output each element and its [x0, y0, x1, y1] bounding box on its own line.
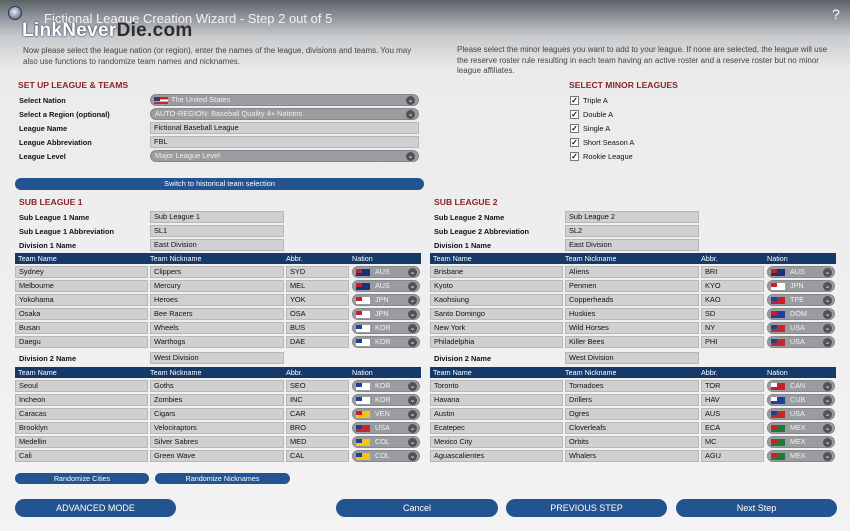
chevron-down-icon: ⌄: [407, 153, 414, 160]
column-header-team-name: Team Name: [18, 254, 57, 263]
table-row: [15, 393, 421, 407]
kor-flag-icon: [356, 397, 370, 404]
chevron-down-icon: ⌄: [409, 453, 416, 460]
sub-league-name-label: Sub League 1 Name: [19, 213, 90, 222]
league-abbr-label: League Abbreviation: [19, 138, 92, 147]
chevron-down-icon: ⌄: [824, 339, 831, 346]
division-name-input[interactable]: West Division: [565, 352, 699, 364]
previous-step-button[interactable]: PREVIOUS STEP: [506, 499, 667, 517]
team-nickname-input[interactable]: Aliens: [565, 266, 699, 278]
column-header-nickname: Team Nickname: [565, 254, 617, 263]
team-name-input[interactable]: Kyoto: [430, 280, 563, 292]
checkbox-rookie-league[interactable]: ✓: [571, 152, 578, 161]
team-name-input[interactable]: Melbourne: [15, 280, 148, 292]
chevron-down-icon: ⌄: [824, 439, 831, 446]
chevron-down-icon: ⌄: [824, 283, 831, 290]
table-row: [430, 393, 836, 407]
chevron-down-icon: ⌄: [407, 111, 414, 118]
column-header-nation: Nation: [352, 254, 373, 263]
team-nickname-input[interactable]: Tornadoes: [565, 380, 699, 392]
team-nickname-input[interactable]: Goths: [150, 380, 284, 392]
league-name-input[interactable]: Fictional Baseball League: [150, 122, 419, 134]
team-nickname-input[interactable]: Wild Horses: [565, 322, 699, 334]
checkbox-double-a[interactable]: ✓: [571, 110, 578, 119]
team-nickname-input[interactable]: Heroes: [150, 294, 284, 306]
chevron-down-icon: ⌄: [824, 325, 831, 332]
team-name-input[interactable]: Brooklyn: [15, 422, 148, 434]
team-nickname-input[interactable]: Copperheads: [565, 294, 699, 306]
kor-flag-icon: [356, 383, 370, 390]
team-nation-code: MEX: [790, 423, 806, 432]
team-table-header: [430, 253, 836, 264]
team-nation-select[interactable]: [767, 280, 835, 292]
region-select[interactable]: [150, 108, 419, 120]
table-row: [430, 449, 836, 463]
team-name-input[interactable]: Toronto: [430, 380, 563, 392]
team-nation-code: USA: [790, 409, 805, 418]
minor-league-label: Rookie League: [583, 152, 633, 161]
checkbox-short-season-a[interactable]: ✓: [571, 138, 578, 147]
column-header-nickname: Team Nickname: [565, 368, 617, 377]
team-abbr-input[interactable]: AUS: [701, 408, 764, 420]
team-name-input[interactable]: Santo Domingo: [430, 308, 563, 320]
table-row: [15, 307, 421, 321]
table-row: [430, 407, 836, 421]
chevron-down-icon: ⌄: [824, 425, 831, 432]
division-name-input[interactable]: East Division: [150, 239, 284, 251]
team-nation-select[interactable]: [352, 280, 420, 292]
team-nation-select[interactable]: [767, 336, 835, 348]
chevron-down-icon: ⌄: [409, 283, 416, 290]
team-nation-select[interactable]: [352, 308, 420, 320]
jpn-flag-icon: [356, 297, 370, 304]
cub-flag-icon: [771, 397, 785, 404]
team-nickname-input[interactable]: Ogres: [565, 408, 699, 420]
team-nickname-input[interactable]: Orbits: [565, 436, 699, 448]
league-level-label: League Level: [19, 152, 66, 161]
table-row: [15, 421, 421, 435]
team-nation-select[interactable]: [767, 294, 835, 306]
team-nation-code: JPN: [375, 295, 389, 304]
randomize-nicknames-button[interactable]: Randomize Nicknames: [155, 473, 290, 484]
chevron-down-icon: ⌄: [824, 297, 831, 304]
team-nation-code: JPN: [375, 309, 389, 318]
sub-league-abbr-input[interactable]: SL1: [150, 225, 284, 237]
checkbox-triple-a[interactable]: ✓: [571, 96, 578, 105]
region-select-value: AUTO-REGION: Baseball Quality 4+ Nations: [155, 109, 303, 118]
team-nation-code: KOR: [375, 323, 391, 332]
column-header-nation: Nation: [352, 368, 373, 377]
team-name-input[interactable]: New York: [430, 322, 563, 334]
team-name-input[interactable]: Seoul: [15, 380, 148, 392]
sub-league-heading: SUB LEAGUE 1: [19, 197, 83, 207]
team-name-input[interactable]: Aguascalientes: [430, 450, 563, 462]
column-header-nation: Nation: [767, 254, 788, 263]
column-header-abbr: Abbr.: [701, 368, 718, 377]
app-logo-icon: [8, 6, 22, 20]
column-header-team-name: Team Name: [18, 368, 57, 377]
checkbox-single-a[interactable]: ✓: [571, 124, 578, 133]
chevron-down-icon: ⌄: [824, 453, 831, 460]
division-name-label: Division 1 Name: [434, 241, 492, 250]
division-name-label: Division 2 Name: [19, 354, 77, 363]
sub-league-name-input[interactable]: Sub League 1: [150, 211, 284, 223]
aus-flag-icon: [771, 269, 785, 276]
kor-flag-icon: [356, 339, 370, 346]
team-abbr-input[interactable]: SEO: [286, 380, 349, 392]
table-row: [15, 449, 421, 463]
team-abbr-input[interactable]: ECA: [701, 422, 764, 434]
team-nation-select[interactable]: [767, 308, 835, 320]
team-name-input[interactable]: Daegu: [15, 336, 148, 348]
chevron-down-icon: ⌄: [824, 269, 831, 276]
usa-flag-icon: [771, 325, 785, 332]
team-nation-code: MEX: [790, 437, 806, 446]
team-nation-select[interactable]: [352, 266, 420, 278]
table-row: [15, 293, 421, 307]
mex-flag-icon: [771, 439, 785, 446]
usa-flag-icon: [771, 339, 785, 346]
column-header-team-name: Team Name: [433, 368, 472, 377]
team-abbr-input[interactable]: KAO: [701, 294, 764, 306]
chevron-down-icon: ⌄: [409, 439, 416, 446]
tpe-flag-icon: [771, 297, 785, 304]
team-table-header: [430, 367, 836, 378]
team-nickname-input[interactable]: Wheels: [150, 322, 284, 334]
team-nation-select[interactable]: [352, 322, 420, 334]
division-name-input[interactable]: East Division: [565, 239, 699, 251]
team-abbr-input[interactable]: MED: [286, 436, 349, 448]
table-row: [430, 307, 836, 321]
team-name-input[interactable]: Osaka: [15, 308, 148, 320]
chevron-down-icon: ⌄: [409, 269, 416, 276]
team-abbr-input[interactable]: CAR: [286, 408, 349, 420]
team-name-input[interactable]: Yokohama: [15, 294, 148, 306]
region-label: Select a Region (optional): [19, 110, 110, 119]
table-row: [430, 293, 836, 307]
team-nation-code: MEX: [790, 451, 806, 460]
team-nation-code: JPN: [790, 281, 804, 290]
chevron-down-icon: ⌄: [409, 397, 416, 404]
minor-league-label: Triple A: [583, 96, 608, 105]
table-row: [430, 421, 836, 435]
team-nation-code: USA: [790, 323, 805, 332]
jpn-flag-icon: [356, 311, 370, 318]
team-abbr-input[interactable]: KYO: [701, 280, 764, 292]
team-abbr-input[interactable]: OSA: [286, 308, 349, 320]
team-nation-select[interactable]: [352, 380, 420, 392]
team-nation-select[interactable]: [352, 436, 420, 448]
ven-flag-icon: [356, 411, 370, 418]
team-abbr-input[interactable]: TOR: [701, 380, 764, 392]
team-table-header: [15, 367, 421, 378]
sub-league-name-input[interactable]: Sub League 2: [565, 211, 699, 223]
usa-flag-icon: [154, 97, 168, 104]
team-nickname-input[interactable]: Silver Sabres: [150, 436, 284, 448]
table-row: [430, 335, 836, 349]
team-abbr-input[interactable]: BRI: [701, 266, 764, 278]
team-nickname-input[interactable]: Mercury: [150, 280, 284, 292]
team-nation-select[interactable]: [767, 450, 835, 462]
team-nickname-input[interactable]: Cloverleafs: [565, 422, 699, 434]
team-nation-select[interactable]: [352, 408, 420, 420]
team-abbr-input[interactable]: YOK: [286, 294, 349, 306]
column-header-abbr: Abbr.: [701, 254, 718, 263]
team-name-input[interactable]: Brisbane: [430, 266, 563, 278]
team-nation-select[interactable]: [767, 422, 835, 434]
nation-label: Select Nation: [19, 96, 66, 105]
team-nickname-input[interactable]: Zombies: [150, 394, 284, 406]
chevron-down-icon: ⌄: [824, 411, 831, 418]
team-abbr-input[interactable]: INC: [286, 394, 349, 406]
table-row: [430, 435, 836, 449]
team-abbr-input[interactable]: CAL: [286, 450, 349, 462]
aus-flag-icon: [356, 283, 370, 290]
team-abbr-input[interactable]: DAE: [286, 336, 349, 348]
chevron-down-icon: ⌄: [824, 397, 831, 404]
table-row: [15, 407, 421, 421]
team-nation-select[interactable]: [352, 450, 420, 462]
team-abbr-input[interactable]: AGU: [701, 450, 764, 462]
mex-flag-icon: [771, 453, 785, 460]
team-name-input[interactable]: Ecatepec: [430, 422, 563, 434]
division-name-input[interactable]: West Division: [150, 352, 284, 364]
next-step-button[interactable]: Next Step: [676, 499, 837, 517]
chevron-down-icon: ⌄: [824, 311, 831, 318]
instructions-right: Please select the minor leagues you want to add to your league. If none are selected, the league will use the reserve roster rule resulting in each team having an active roster and a reserve roster but no minor league affiliates.: [457, 45, 828, 75]
team-nickname-input[interactable]: Green Wave: [150, 450, 284, 462]
table-row: [430, 379, 836, 393]
aus-flag-icon: [356, 269, 370, 276]
team-nickname-input[interactable]: Clippers: [150, 266, 284, 278]
team-name-input[interactable]: Sydney: [15, 266, 148, 278]
team-abbr-input[interactable]: BUS: [286, 322, 349, 334]
team-nation-code: KOR: [375, 395, 391, 404]
help-button[interactable]: ?: [832, 6, 840, 22]
chevron-down-icon: ⌄: [824, 383, 831, 390]
team-name-input[interactable]: Medellin: [15, 436, 148, 448]
team-nickname-input[interactable]: Cigars: [150, 408, 284, 420]
team-nation-code: TPE: [790, 295, 804, 304]
team-name-input[interactable]: Incheon: [15, 394, 148, 406]
team-name-input[interactable]: Havana: [430, 394, 563, 406]
column-header-nation: Nation: [767, 368, 788, 377]
watermark: [22, 20, 193, 42]
table-row: [15, 335, 421, 349]
team-nation-code: COL: [375, 451, 390, 460]
watermark-part1: LinkNever: [22, 20, 117, 41]
chevron-down-icon: ⌄: [409, 383, 416, 390]
team-abbr-input[interactable]: MEL: [286, 280, 349, 292]
team-nation-code: CUB: [790, 395, 806, 404]
team-name-input[interactable]: Mexico City: [430, 436, 563, 448]
team-name-input[interactable]: Busan: [15, 322, 148, 334]
team-nation-code: CAN: [790, 381, 806, 390]
col-flag-icon: [356, 439, 370, 446]
mex-flag-icon: [771, 425, 785, 432]
setup-heading: SET UP LEAGUE & TEAMS: [18, 80, 129, 90]
table-row: [430, 265, 836, 279]
team-name-input[interactable]: Caracas: [15, 408, 148, 420]
team-name-input[interactable]: Kaohsiung: [430, 294, 563, 306]
team-nation-select[interactable]: [767, 322, 835, 334]
historical-selection-button[interactable]: Switch to historical team selection: [15, 178, 424, 190]
nation-select[interactable]: [150, 94, 419, 106]
table-row: [15, 265, 421, 279]
sub-league-abbr-input[interactable]: SL2: [565, 225, 699, 237]
league-abbr-input[interactable]: FBL: [150, 136, 419, 148]
minor-league-label: Single A: [583, 124, 611, 133]
team-nation-select[interactable]: [767, 266, 835, 278]
table-row: [15, 435, 421, 449]
team-nickname-input[interactable]: Penmen: [565, 280, 699, 292]
team-nation-code: AUS: [375, 281, 390, 290]
team-nation-code: USA: [790, 337, 805, 346]
table-row: [430, 321, 836, 335]
division-name-label: Division 1 Name: [19, 241, 77, 250]
chevron-down-icon: ⌄: [407, 97, 414, 104]
team-nation-code: KOR: [375, 381, 391, 390]
column-header-abbr: Abbr.: [286, 368, 303, 377]
team-table-header: [15, 253, 421, 264]
team-nickname-input[interactable]: Warthogs: [150, 336, 284, 348]
team-abbr-input[interactable]: SD: [701, 308, 764, 320]
team-nickname-input[interactable]: Drillers: [565, 394, 699, 406]
team-abbr-input[interactable]: BRO: [286, 422, 349, 434]
table-row: [15, 321, 421, 335]
can-flag-icon: [771, 383, 785, 390]
team-nickname-input[interactable]: Velociraptors: [150, 422, 284, 434]
team-nation-code: DOM: [790, 309, 807, 318]
team-nation-select[interactable]: [767, 408, 835, 420]
team-nickname-input[interactable]: Killer Bees: [565, 336, 699, 348]
team-abbr-input[interactable]: HAV: [701, 394, 764, 406]
team-nation-code: COL: [375, 437, 390, 446]
league-level-select[interactable]: [150, 150, 419, 162]
table-row: [15, 279, 421, 293]
chevron-down-icon: ⌄: [409, 297, 416, 304]
advanced-mode-button[interactable]: ADVANCED MODE: [15, 499, 176, 517]
kor-flag-icon: [356, 325, 370, 332]
instructions-left: Now please select the league nation (or region), enter the names of the league, divisions and teams. You may also use functions to randomize team names and nicknames.: [23, 46, 412, 66]
usa-flag-icon: [356, 425, 370, 432]
team-name-input[interactable]: Cali: [15, 450, 148, 462]
team-nickname-input[interactable]: Whalers: [565, 450, 699, 462]
randomize-cities-button[interactable]: Randomize Cities: [15, 473, 149, 484]
team-nation-select[interactable]: [352, 294, 420, 306]
team-nation-code: AUS: [375, 267, 390, 276]
team-nation-code: USA: [375, 423, 390, 432]
division-name-label: Division 2 Name: [434, 354, 492, 363]
team-nickname-input[interactable]: Bee Racers: [150, 308, 284, 320]
chevron-down-icon: ⌄: [409, 411, 416, 418]
league-name-label: League Name: [19, 124, 68, 133]
team-abbr-input[interactable]: SYD: [286, 266, 349, 278]
cancel-button[interactable]: Cancel: [336, 499, 498, 517]
nation-select-value: The United States: [171, 95, 231, 104]
window-title: Fictional League Creation Wizard - Step 2 out of 5: [44, 11, 333, 26]
team-nation-select[interactable]: [352, 394, 420, 406]
league-level-value: Major League Level: [155, 151, 220, 160]
watermark-part2: Die.com: [116, 20, 193, 41]
usa-flag-icon: [771, 411, 785, 418]
team-nation-select[interactable]: [352, 422, 420, 434]
column-header-nickname: Team Nickname: [150, 368, 202, 377]
minor-league-label: Short Season A: [583, 138, 635, 147]
team-name-input[interactable]: Philadelphia: [430, 336, 563, 348]
dom-flag-icon: [771, 311, 785, 318]
team-name-input[interactable]: Austin: [430, 408, 563, 420]
column-header-nickname: Team Nickname: [150, 254, 202, 263]
column-header-abbr: Abbr.: [286, 254, 303, 263]
sub-league-abbr-label: Sub League 1 Abbreviation: [19, 227, 114, 236]
chevron-down-icon: ⌄: [409, 425, 416, 432]
team-abbr-input[interactable]: NY: [701, 322, 764, 334]
col-flag-icon: [356, 453, 370, 460]
sub-league-heading: SUB LEAGUE 2: [434, 197, 498, 207]
team-nation-select[interactable]: [767, 380, 835, 392]
team-nation-select[interactable]: [352, 336, 420, 348]
team-nation-select[interactable]: [767, 436, 835, 448]
table-row: [15, 379, 421, 393]
column-header-team-name: Team Name: [433, 254, 472, 263]
team-nation-code: VEN: [375, 409, 390, 418]
chevron-down-icon: ⌄: [409, 311, 416, 318]
sub-league-name-label: Sub League 2 Name: [434, 213, 505, 222]
jpn-flag-icon: [771, 283, 785, 290]
team-nation-code: KOR: [375, 337, 391, 346]
sub-league-abbr-label: Sub League 2 Abbreviation: [434, 227, 529, 236]
minor-leagues-heading: SELECT MINOR LEAGUES: [569, 80, 678, 90]
table-row: [430, 279, 836, 293]
team-nickname-input[interactable]: Huskies: [565, 308, 699, 320]
team-nation-select[interactable]: [767, 394, 835, 406]
chevron-down-icon: ⌄: [409, 339, 416, 346]
chevron-down-icon: ⌄: [409, 325, 416, 332]
team-abbr-input[interactable]: PHI: [701, 336, 764, 348]
minor-league-label: Double A: [583, 110, 613, 119]
team-nation-code: AUS: [790, 267, 805, 276]
team-abbr-input[interactable]: MC: [701, 436, 764, 448]
